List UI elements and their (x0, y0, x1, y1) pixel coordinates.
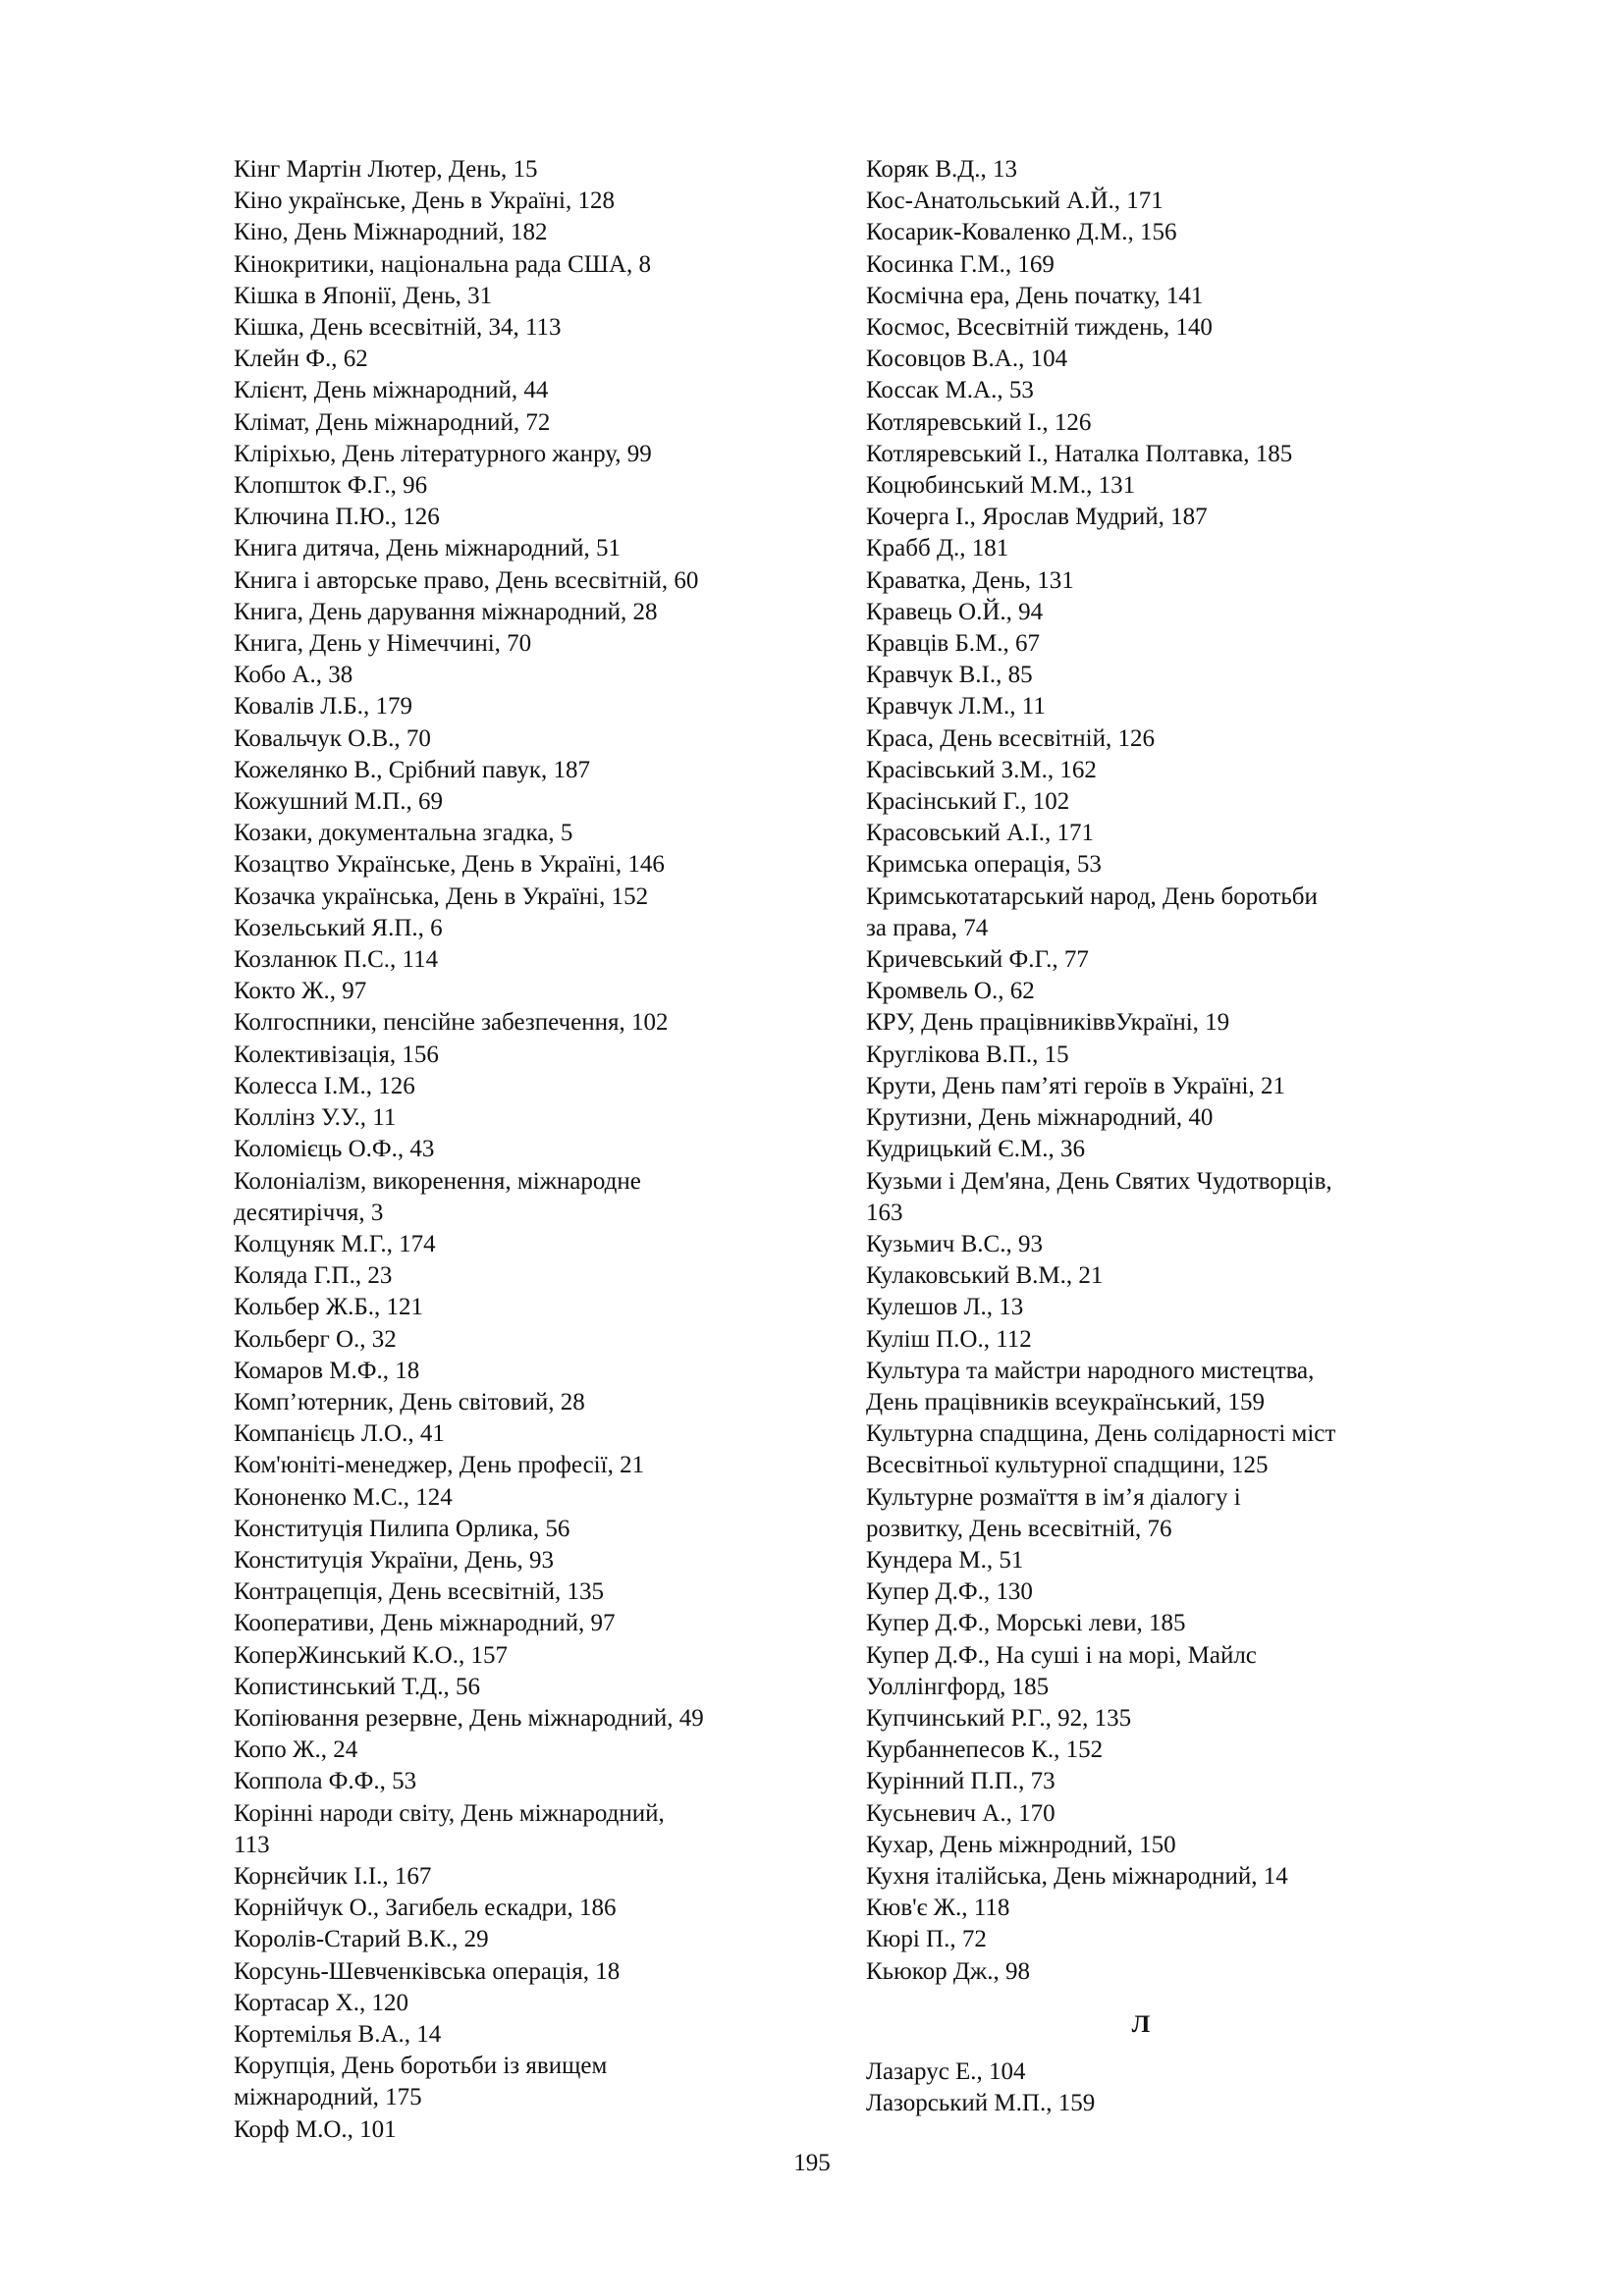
index-entry-line: Козаки, документальна згадка, 5 (234, 820, 573, 847)
index-entry (866, 217, 1416, 248)
index-entry (234, 1766, 784, 1797)
index-entry-line: Коцюбинський М.М., 131 (866, 472, 1136, 500)
index-entry-line: Красінський Г., 102 (866, 788, 1070, 816)
index-entry (234, 2019, 784, 2051)
index-entry (866, 1102, 1416, 1134)
index-entry (234, 565, 784, 597)
index-entry-line: Купер Д.Ф., 130 (866, 1578, 1033, 1606)
index-entry (234, 281, 784, 312)
index-entry (234, 1545, 784, 1576)
index-entry-line: Купчинський Р.Г., 92, 135 (866, 1704, 1132, 1732)
index-entry (866, 249, 1416, 281)
index-entry (234, 1514, 784, 1545)
index-entry-line: Кіно українське, День в Україні, 128 (234, 187, 615, 215)
index-entry (234, 1608, 784, 1639)
index-entry-line: Конституція України, День, 93 (234, 1546, 555, 1574)
index-entry-line: Кравець О.Й., 94 (866, 598, 1044, 625)
index-entry (234, 2114, 784, 2146)
index-entry-line: Козланюк П.С., 114 (234, 946, 439, 974)
index-entry-line: Кулаковський В.М., 21 (866, 1262, 1104, 1290)
index-entry-line: 113 (234, 1831, 270, 1858)
index-entry-line: Красівський З.М., 162 (866, 756, 1097, 783)
index-entry-line: Кожелянко В., Срібний павук, 187 (234, 756, 591, 783)
index-entry (234, 1134, 784, 1165)
index-entry (866, 1798, 1416, 1830)
index-entry-line: Круглікова В.П., 15 (866, 1041, 1069, 1068)
index-entry (866, 881, 1416, 944)
index-entry (866, 818, 1416, 849)
index-entry (866, 154, 1416, 186)
index-entry (866, 1324, 1416, 1356)
index-entry-line: Космічна ера, День початку, 141 (866, 282, 1204, 309)
index-entry (234, 470, 784, 502)
index-entry (234, 723, 784, 755)
index-entry-line: Кортасар Х., 120 (234, 1989, 408, 2016)
index-entry-line: Комп’ютерник, День світовий, 28 (234, 1388, 585, 1415)
index-entry-line: Корнійчук О., Загибель ескадри, 186 (234, 1895, 617, 1922)
index-entry (866, 1924, 1416, 1955)
index-entry (234, 1102, 784, 1134)
index-entry-line: Краватка, День, 131 (866, 566, 1074, 594)
index-entry (866, 1640, 1416, 1703)
index-entry-line: Кулешов Л., 13 (866, 1294, 1024, 1321)
index-entry (234, 660, 784, 691)
index-entry (866, 1576, 1416, 1608)
index-entry (234, 944, 784, 976)
index-entry (234, 755, 784, 786)
index-column-left (234, 154, 784, 2146)
index-entry (866, 723, 1416, 755)
index-entry-line: Культурна спадщина, День солідарності міст (866, 1420, 1336, 1448)
index-entry (234, 1798, 784, 1861)
index-entry (866, 976, 1416, 1007)
index-entry (234, 1924, 784, 1955)
index-entry-line: Кортемілья В.А., 14 (234, 2020, 442, 2048)
index-entry (866, 1260, 1416, 1292)
index-entry (866, 1608, 1416, 1639)
index-entry-line: Козачка українська, День в Україні, 152 (234, 882, 649, 910)
index-entry (866, 1861, 1416, 1893)
index-entry (234, 786, 784, 818)
index-entry (234, 597, 784, 628)
index-entry-line: Кухня італійська, День міжнародний, 14 (866, 1862, 1288, 1890)
index-entry-line: 163 (866, 1199, 903, 1226)
index-entry-line: Компанієць Л.О., 41 (234, 1420, 445, 1448)
index-entry-line: Книга, День дарування міжнародний, 28 (234, 598, 658, 625)
index-entry (234, 1861, 784, 1893)
index-entry-line: Колгоспники, пенсійне забезпечення, 102 (234, 1009, 669, 1037)
index-entry (234, 249, 784, 281)
index-entry (866, 660, 1416, 691)
index-entry (866, 281, 1416, 312)
index-entry-line: Кіно, День Міжнародний, 182 (234, 219, 548, 246)
index-entry-line: Всесвітньої культурної спадщини, 125 (866, 1452, 1269, 1479)
index-entry (234, 1229, 784, 1260)
index-entry (866, 344, 1416, 375)
index-entry-line: Кравців Б.М., 67 (866, 630, 1041, 658)
index-entry-line: Кооперативи, День міжнародний, 97 (234, 1610, 616, 1637)
index-entry-line: Книга дитяча, День міжнародний, 51 (234, 535, 622, 562)
index-entry-line: Кусьневич А., 170 (866, 1799, 1056, 1827)
index-entry-line: Кундера М., 51 (866, 1546, 1024, 1574)
index-entry-line: Колцуняк М.Г., 174 (234, 1230, 436, 1257)
index-entry-line: Лазарус Е., 104 (866, 2057, 1026, 2085)
index-entry (866, 1482, 1416, 1545)
index-entry (234, 533, 784, 564)
index-entry-line: Колесса І.М., 126 (234, 1072, 415, 1099)
index-entry-line: Кузьми і Дем'яна, День Святих Чудотворців, (866, 1167, 1332, 1195)
index-entry (234, 1576, 784, 1608)
index-entry-line: Кюв'є Ж., 118 (866, 1895, 1010, 1922)
index-entry-line: Лазорський М.П., 159 (866, 2090, 1096, 2117)
index-entry (866, 1292, 1416, 1323)
index-entry (234, 344, 784, 375)
index-entry (234, 312, 784, 344)
index-entry-line: Кримська операція, 53 (866, 851, 1102, 879)
index-entry (234, 1071, 784, 1102)
index-entry (866, 1040, 1416, 1071)
index-entry-line: Культура та майстри народного мистецтва, (866, 1357, 1315, 1384)
index-entry (866, 691, 1416, 722)
index-entry (234, 217, 784, 248)
index-entry-line: Кліріхью, День літературного жанру, 99 (234, 440, 652, 467)
index-entry-line: Коломієць О.Ф., 43 (234, 1136, 435, 1163)
index-entry (866, 944, 1416, 976)
index-entry-line: Коппола Ф.Ф., 53 (234, 1768, 417, 1795)
index-entry (234, 628, 784, 660)
index-entry-line: Краса, День всесвітній, 126 (866, 724, 1156, 752)
index-entry (866, 470, 1416, 502)
index-entry-line: Коллінз У.У., 11 (234, 1104, 397, 1132)
index-entry-line: Клієнт, День міжнародний, 44 (234, 377, 549, 404)
index-entry-line: Крабб Д., 181 (866, 535, 1009, 562)
index-entry-line: Ковальчук О.В., 70 (234, 724, 431, 752)
index-entry-line: Коссак М.А., 53 (866, 377, 1034, 404)
index-entry-line: Контрацепція, День всесвітній, 135 (234, 1578, 605, 1606)
index-entry (866, 755, 1416, 786)
index-column-right (866, 154, 1416, 2119)
index-entry-line: Кочерга І., Ярослав Мудрий, 187 (866, 504, 1208, 531)
index-entry-line: Кьюкор Дж., 98 (866, 1957, 1030, 1985)
index-entry (866, 375, 1416, 406)
index-entry-line: Кузьмич В.С., 93 (866, 1230, 1043, 1257)
index-entry-line: Кромвель О., 62 (866, 978, 1035, 1005)
index-entry-line: Ком'юніті-менеджер, День професії, 21 (234, 1452, 645, 1479)
index-entry (234, 1956, 784, 1988)
index-entry (866, 186, 1416, 217)
index-entry-line: День працівників всеукраїнський, 159 (866, 1388, 1265, 1415)
index-entry (866, 533, 1416, 564)
index-entry-line: Кобо А., 38 (234, 662, 353, 689)
index-entry (234, 1260, 784, 1292)
index-entry-line: Кричевський Ф.Г., 77 (866, 946, 1089, 974)
index-entry (234, 1893, 784, 1924)
index-entry (234, 1988, 784, 2019)
index-entry-line: Кінокритики, національна рада США, 8 (234, 250, 652, 278)
index-entry-line: Корсунь-Шевченківська операція, 18 (234, 1957, 621, 1985)
index-entry (234, 439, 784, 470)
index-entry (866, 312, 1416, 344)
index-entry (866, 597, 1416, 628)
index-entry-line: Купер Д.Ф., Морські леви, 185 (866, 1610, 1186, 1637)
index-entry (234, 502, 784, 533)
index-entry-line: Космос, Всесвітній тиждень, 140 (866, 314, 1213, 342)
index-entry-line: Козельський Я.П., 6 (234, 914, 443, 941)
index-entry (234, 1292, 784, 1323)
index-entry-line: Конституція Пилипа Орлика, 56 (234, 1515, 570, 1542)
index-entry (234, 1735, 784, 1766)
index-entry (234, 818, 784, 849)
index-entry-line: Курбаннепесов К., 152 (866, 1736, 1104, 1764)
index-entry (234, 1418, 784, 1450)
index-entry (866, 786, 1416, 818)
index-entry-line: Косинка Г.М., 169 (866, 250, 1055, 278)
index-entry-line: Королів-Старий В.К., 29 (234, 1926, 489, 1953)
index-entry-line: Книга, День у Німеччині, 70 (234, 630, 532, 658)
index-entry (234, 1166, 784, 1229)
index-entry-line: Косовцов В.А., 104 (866, 346, 1068, 373)
index-entry-line: Косарик-Коваленко Д.М., 156 (866, 219, 1177, 246)
index-entry-line: Культурне розмаїття в ім’я діалогу і (866, 1483, 1241, 1511)
index-entry-line: Крутизни, День міжнародний, 40 (866, 1104, 1214, 1132)
index-entry (234, 1450, 784, 1481)
index-entry-line: Козацтво Українське, День в Україні, 146 (234, 851, 665, 879)
index-entry (234, 1324, 784, 1356)
index-entry (234, 375, 784, 406)
index-entry-line: Корупція, День боротьби із явищем (234, 2053, 608, 2080)
index-entry-line: Корф М.О., 101 (234, 2115, 397, 2143)
index-entry (866, 1766, 1416, 1797)
index-entry-line: Ковалів Л.Б., 179 (234, 693, 413, 721)
index-entry-line: десятиріччя, 3 (234, 1199, 384, 1226)
index-entry-line: Коряк В.Д., 13 (866, 156, 1018, 183)
index-entry-line: Крути, День пам’яті героїв в Україні, 21 (866, 1072, 1285, 1099)
index-entry (234, 976, 784, 1007)
index-entry (234, 186, 784, 217)
index-entry (866, 1418, 1416, 1481)
index-entry-line: Куліш П.О., 112 (866, 1325, 1032, 1353)
index-entry-line: Кішка в Японії, День, 31 (234, 282, 493, 309)
index-entry (234, 407, 784, 439)
index-entry (234, 1703, 784, 1735)
index-entry-line: Кононенко М.С., 124 (234, 1483, 453, 1511)
index-entry (866, 2056, 1416, 2088)
index-entry (866, 1166, 1416, 1229)
index-entry-line: КоперЖинський К.О., 157 (234, 1641, 508, 1669)
index-entry (234, 1672, 784, 1703)
index-entry (866, 502, 1416, 533)
index-entry-line: Купер Д.Ф., На суші і на морі, Майлс (866, 1641, 1257, 1669)
index-entry (866, 628, 1416, 660)
index-entry-line: Кішка, День всесвітній, 34, 113 (234, 314, 562, 342)
index-entry-line: Книга і авторське право, День всесвітній, 60 (234, 566, 699, 594)
index-entry-line: Кожушний М.П., 69 (234, 788, 444, 816)
index-entry-line: Кюрі П., 72 (866, 1926, 987, 1953)
section-letter-heading: Л (1131, 2010, 1151, 2038)
index-entry-line: Копо Ж., 24 (234, 1736, 358, 1764)
index-entry (234, 881, 784, 913)
index-entry-line: Клейн Ф., 62 (234, 346, 368, 373)
index-entry (866, 1893, 1416, 1924)
index-entry-line: КРУ, День працівниківвУкраїні, 19 (866, 1009, 1230, 1037)
index-entry-line: Ключина П.Ю., 126 (234, 504, 440, 531)
index-entry-line: Уоллінгфорд, 185 (866, 1673, 1050, 1700)
index-entry (234, 1356, 784, 1387)
index-entry-line: Комаров М.Ф., 18 (234, 1357, 420, 1384)
index-entry-line: Кольбер Ж.Б., 121 (234, 1294, 423, 1321)
index-entry-line: Кухар, День міжнродний, 150 (866, 1831, 1176, 1858)
index-entry-line: Кокто Ж., 97 (234, 978, 367, 1005)
index-entry (866, 1703, 1416, 1735)
index-entry-line: Кримськотатарський народ, День боротьби (866, 882, 1318, 910)
index-entry-line: Корнєйчик І.І., 167 (234, 1862, 432, 1890)
index-entry (234, 913, 784, 944)
index-entry (866, 1229, 1416, 1260)
index-entry (866, 2088, 1416, 2119)
index-entry-line: Кінг Мартін Лютер, День, 15 (234, 156, 538, 183)
index-entry (866, 407, 1416, 439)
index-entry-line: розвитку, День всесвітній, 76 (866, 1515, 1172, 1542)
index-entry-line: міжнародний, 175 (234, 2084, 422, 2111)
index-entry (866, 1071, 1416, 1102)
index-entry-line: за права, 74 (866, 914, 989, 941)
index-entry (866, 849, 1416, 881)
index-entry-line: Кравчук Л.М., 11 (866, 693, 1046, 721)
index-entry (866, 439, 1416, 470)
index-entry (234, 1482, 784, 1514)
index-entry (866, 1735, 1416, 1766)
index-entry (866, 1007, 1416, 1039)
index-entry (866, 1356, 1416, 1418)
index-entry-line: Копіювання резервне, День міжнародний, 49 (234, 1704, 704, 1732)
index-entry-line: Кравчук В.І., 85 (866, 662, 1033, 689)
index-entry (234, 849, 784, 881)
index-entry (866, 1830, 1416, 1861)
index-entry-line: Котляревський І., 126 (866, 408, 1092, 436)
index-entry (866, 565, 1416, 597)
index-entry (234, 1640, 784, 1672)
index-entry-line: Колективізація, 156 (234, 1041, 439, 1068)
index-entry-line: Коляда Г.П., 23 (234, 1262, 393, 1290)
index-entry (234, 691, 784, 722)
index-entry-line: Клімат, День міжнародний, 72 (234, 408, 551, 436)
page-number: 195 (793, 2150, 831, 2176)
index-entry (866, 1956, 1416, 1988)
index-entry-line: Кудрицький Є.М., 36 (866, 1136, 1085, 1163)
index-entry (234, 1040, 784, 1071)
index-entry-line: Кос-Анатольський А.Й., 171 (866, 187, 1164, 215)
index-entry (234, 154, 784, 186)
index-entry (234, 2051, 784, 2113)
index-entry-line: Корінні народи світу, День міжнародний, (234, 1799, 665, 1827)
index-entry-line: Котляревський І., Наталка Полтавка, 185 (866, 440, 1293, 467)
index-entry (234, 1007, 784, 1039)
index-entry-line: Копистинський Т.Д., 56 (234, 1673, 480, 1700)
index-entry (866, 1545, 1416, 1576)
index-entry-line: Красовський А.І., 171 (866, 820, 1095, 847)
index-entry (866, 1134, 1416, 1165)
index-entry (234, 1387, 784, 1418)
index-entry-line: Кольберг О., 32 (234, 1325, 397, 1353)
index-entry-line: Клопшток Ф.Г., 96 (234, 472, 428, 500)
index-entry-line: Курінний П.П., 73 (866, 1768, 1056, 1795)
index-entry-line: Колоніалізм, викоренення, міжнародне (234, 1167, 641, 1195)
